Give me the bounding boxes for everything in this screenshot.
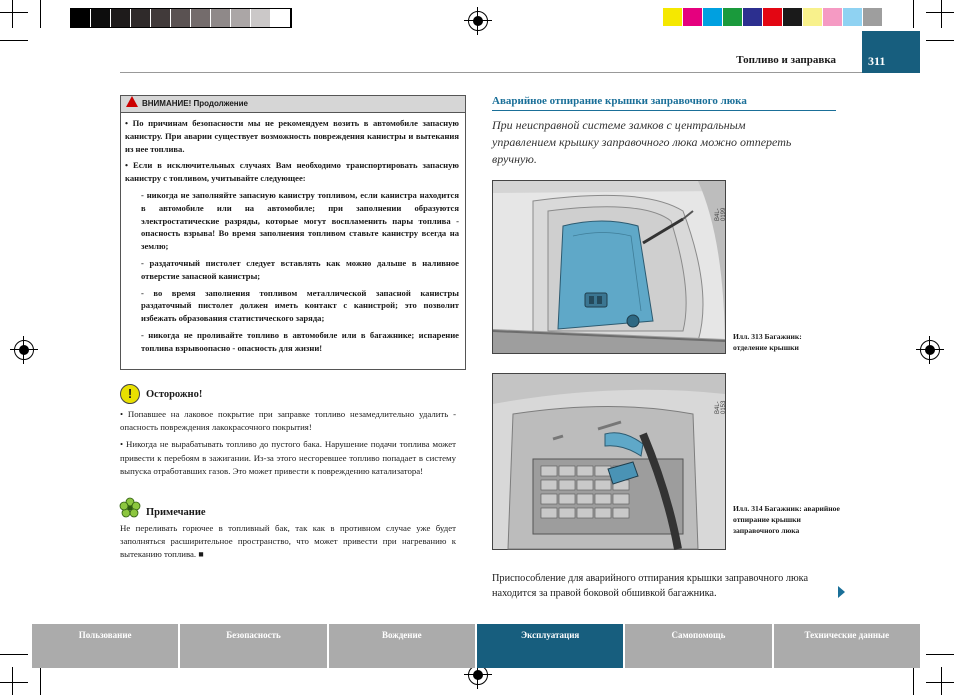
caution-title: Осторожно! xyxy=(146,389,203,400)
nav-tab-safety[interactable]: Безопасность xyxy=(180,624,328,668)
nav-tab-usage[interactable]: Пользование xyxy=(32,624,180,668)
warning-header-label: ВНИМАНИЕ! Продолжение xyxy=(142,99,248,108)
header-rule xyxy=(120,72,920,73)
note-flower-icon xyxy=(119,497,141,519)
nav-tab-driving[interactable]: Вождение xyxy=(329,624,477,668)
chapter-nav xyxy=(32,624,920,668)
warning-triangle-icon xyxy=(126,96,138,107)
figure-314-caption: Илл. 314 Багажник: аварийное отпирание крышки заправочного люка xyxy=(733,504,840,535)
warning-body xyxy=(121,113,465,355)
note-title: Примечание xyxy=(146,507,206,518)
warning-sub-item: - раздаточный пистолет следует вставлять как можно дальше в наливное отверстие запасной канистры; xyxy=(141,257,459,281)
body-paragraph: Приспособление для аварийного отпирания крышки заправочного люка находится за правой боковой обшивкой багажника. xyxy=(492,573,809,599)
figure-313 xyxy=(492,180,726,354)
caution-body xyxy=(120,408,456,482)
continue-arrow-icon xyxy=(838,586,845,598)
warning-sub-item: - никогда не проливайте топливо в автомобиле или в багажнике; испарение топлива взрывоопасно - опасность для жизни! xyxy=(141,329,459,353)
page-number: 311 xyxy=(868,54,886,68)
figure-314-illustration xyxy=(493,374,725,549)
nav-tab-operation[interactable]: Эксплуатация xyxy=(477,624,625,668)
figure-313-illustration xyxy=(493,181,725,353)
figure-314-code: B4L-0153 xyxy=(715,400,727,414)
caution-paragraph: • Попавшее на лаковое покрытие при заправке топливо незамедлительно удалить - опасность повреждения лакокрасочного покрытия! xyxy=(120,409,456,433)
figure-313-caption: Илл. 313 Багажник: отделение крышки xyxy=(733,332,802,352)
warning-box xyxy=(120,95,466,370)
section-heading: Аварийное отпирание крышки заправочного люка xyxy=(492,95,747,107)
caution-icon: ! xyxy=(120,384,140,404)
section-title: Топливо и заправка xyxy=(736,54,836,66)
warning-paragraph: • Если в исключительных случаях Вам необходимо транспортировать запасную канистру с топливом, учитывайте следующее: xyxy=(125,160,459,184)
intro-text: При неисправной системе замков с центральным управлением крышку заправочного люка можно отпереть вручную. xyxy=(492,118,792,166)
warning-sub-item: - никогда не заполняйте запасную канистру топливом, если канистра находится в автомобиле или на автомобиле; при заполнении образуются электростатические разряды, которые могут воспламенить пары топлива - опасность взрыва! Во время заполнения топливом ставьте канистру всегда на землю; xyxy=(141,189,459,252)
nav-tab-tech-data[interactable]: Технические данные xyxy=(774,624,920,668)
section-heading-rule xyxy=(492,110,836,111)
figure-314 xyxy=(492,373,726,550)
note-body: Не переливать горючее в топливный бак, так как в противном случае уже будет заполняться расширительное пространство, что может привести при нагреванию к вытеканию топлива. ■ xyxy=(120,523,456,560)
caution-paragraph: • Никогда не вырабатывать топливо до пустого бака. Нарушение подачи топлива может привести к перебоям в зажигании. Из-за этого несгоревшее топливо попадает в систему выпуска отработавших газов. Это может привести к повреждению катализатора! xyxy=(120,439,456,476)
nav-tab-self-help[interactable]: Самопомощь xyxy=(625,624,773,668)
warning-header xyxy=(121,96,465,113)
figure-313-code: B4L-0199 xyxy=(715,207,727,221)
warning-sub-item: - во время заполнения топливом металлической запасной канистры раздаточный пистолет должен иметь контакт с канистрой; это позволит избежать образования статистического заряда; xyxy=(141,287,459,324)
warning-paragraph: • По причинам безопасности мы не рекомендуем возить в автомобиле запасную канистру. При аварии существует возможность повреждения канистры и вытекания из нее топлива. xyxy=(125,118,459,154)
